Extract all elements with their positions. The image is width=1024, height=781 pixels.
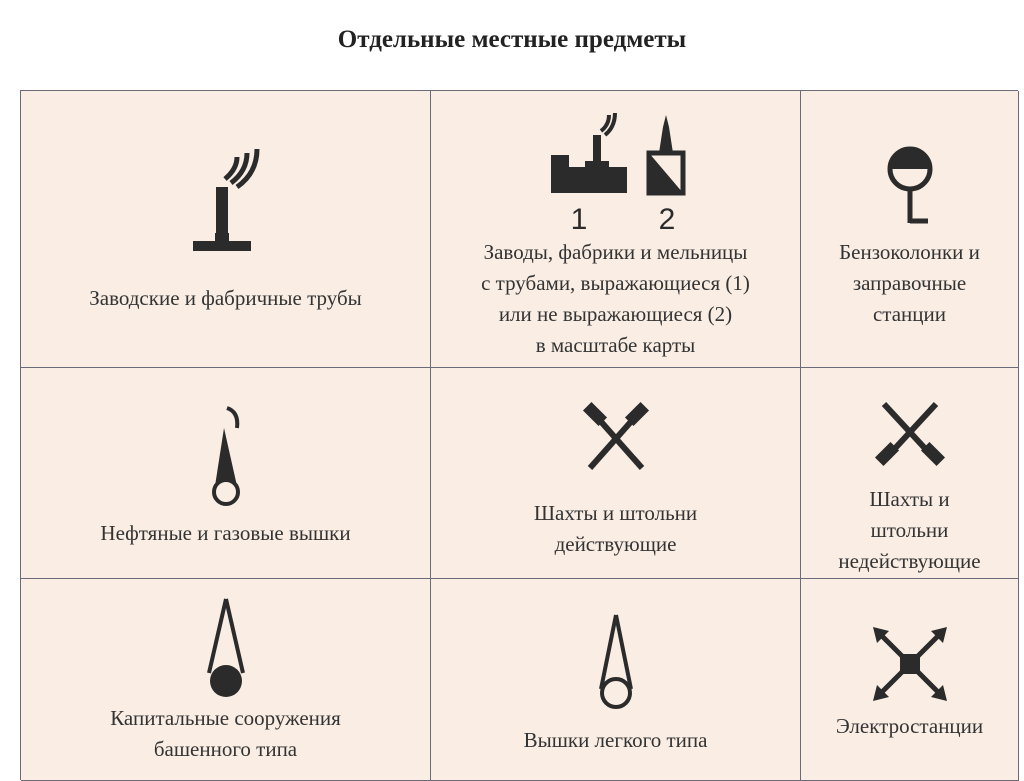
caption-line: Бензоколонки и	[839, 240, 980, 264]
cell-gas-stations	[801, 91, 1019, 368]
oil-derrick-icon	[191, 404, 261, 514]
page-title: Отдельные местные предметы	[337, 26, 687, 53]
caption-line: Заводские и фабричные трубы	[89, 286, 362, 310]
cell-factory-chimneys	[21, 91, 431, 368]
factory-chimney-icon	[171, 129, 281, 259]
legend-table	[20, 90, 1018, 780]
caption-line: действующие	[554, 532, 677, 556]
cell-caption	[100, 518, 350, 549]
symbol-label-1: 1	[570, 203, 587, 235]
caption-line: или не выражающиеся (2)	[498, 302, 733, 326]
caption-line: в масштабе карты	[535, 333, 696, 357]
cell-caption	[89, 283, 362, 314]
caption-line: Шахты и штольни	[533, 501, 698, 525]
cell-mines-active	[431, 368, 801, 579]
cell-light-towers	[431, 579, 801, 781]
caption-line: с трубами, выражающиеся (1)	[481, 271, 750, 295]
cell-caption	[838, 484, 980, 577]
cell-power-stations	[801, 579, 1019, 781]
caption-line: Шахты и	[869, 487, 950, 511]
cell-caption	[839, 237, 980, 330]
cell-oil-gas-derricks	[21, 368, 431, 579]
crossed-hammers-icon	[576, 398, 656, 478]
caption-line: Электростанции	[835, 714, 984, 738]
factory-with-chimney-icon	[531, 105, 701, 235]
caption-line: Заводы, фабрики и мельницы	[483, 240, 748, 264]
light-tower-icon	[581, 607, 651, 717]
cell-caption	[110, 703, 341, 765]
caption-line: недействующие	[838, 549, 981, 573]
caption-line: Вышки легкого типа	[523, 728, 708, 752]
power-station-icon	[865, 619, 955, 709]
cell-factories-mills	[431, 91, 801, 368]
symbol-label-2: 2	[658, 203, 675, 235]
cell-tower-structures	[21, 579, 431, 781]
caption-line: Нефтяные и газовые вышки	[100, 521, 351, 545]
gas-station-icon	[870, 139, 950, 239]
capital-tower-icon	[191, 593, 261, 703]
cell-caption	[836, 711, 983, 742]
cell-caption	[524, 725, 708, 756]
cell-caption	[481, 237, 750, 361]
caption-line: Капитальные сооружения	[110, 706, 341, 730]
cell-caption	[534, 498, 697, 560]
inverted-crossed-hammers-icon	[870, 394, 950, 474]
caption-line: станции	[872, 302, 946, 326]
cell-mines-inactive	[801, 368, 1019, 579]
caption-line: башенного типа	[153, 737, 298, 761]
caption-line: заправочные	[852, 271, 967, 295]
caption-line: штольни	[870, 518, 949, 542]
